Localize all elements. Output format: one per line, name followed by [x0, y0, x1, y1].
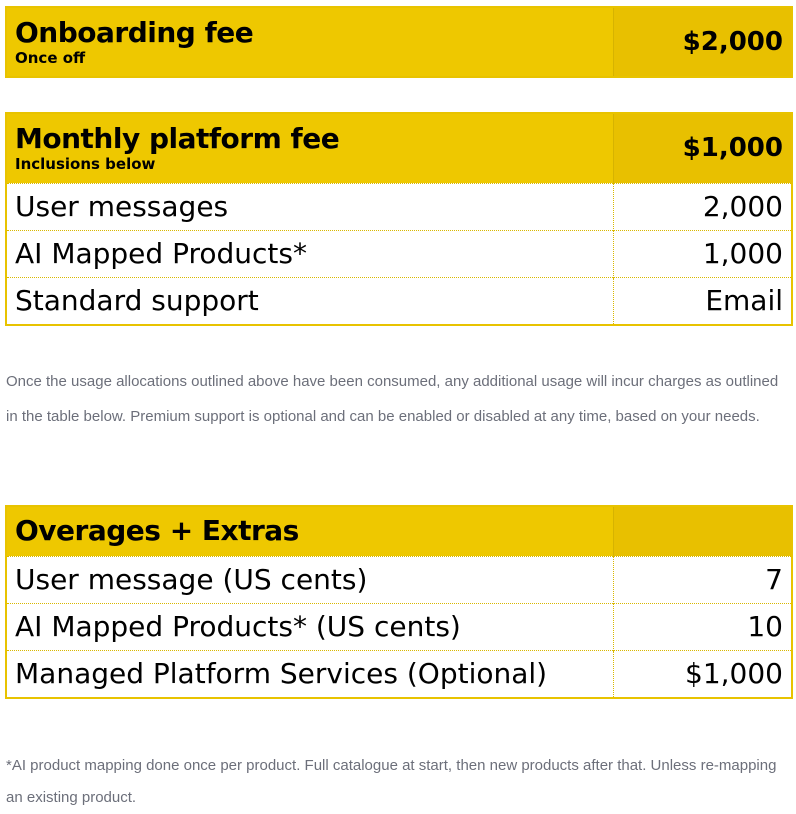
row-label: User message (US cents) [6, 556, 613, 603]
table-row [6, 277, 792, 325]
table-row [6, 183, 792, 230]
row-label: AI Mapped Products* [6, 230, 613, 277]
table-row [6, 650, 792, 698]
overages-header-row [6, 506, 792, 556]
row-label: User messages [6, 183, 613, 230]
row-value: 10 [613, 603, 792, 650]
row-label: AI Mapped Products* (US cents) [6, 603, 613, 650]
row-label: Standard support [6, 277, 613, 325]
monthly-price: $1,000 [682, 133, 783, 164]
monthly-title: Monthly platform fee [15, 122, 340, 156]
footnote: *AI product mapping done once per product. Full catalogue at start, then new products after that. Unless re-mapping an existing product. [6, 757, 777, 806]
overages-table [5, 505, 793, 699]
overages-label-cell [6, 506, 613, 556]
overages-title: Overages + Extras [15, 514, 299, 548]
row-value: 1,000 [613, 230, 792, 277]
overages-blank-cell [613, 506, 792, 556]
onboarding-price: $2,000 [682, 27, 783, 57]
onboarding-label-cell [6, 7, 613, 77]
onboarding-subtitle: Once off [15, 49, 86, 67]
onboarding-fee-table [5, 6, 793, 78]
table-row [6, 230, 792, 277]
monthly-fee-table [5, 112, 793, 326]
usage-note: Once the usage allocations outlined above have been consumed, any additional usage will incur charges as outlined in the table below. Premium support is optional and can be enabled or disabled at any time, based on your needs. [6, 373, 779, 425]
onboarding-header-row [6, 7, 792, 77]
row-label: Managed Platform Services (Optional) [6, 650, 613, 698]
row-value: $1,000 [613, 650, 792, 698]
row-value: 2,000 [613, 183, 792, 230]
onboarding-title: Onboarding fee [15, 16, 254, 49]
monthly-price-cell [613, 113, 792, 183]
table-row [6, 556, 792, 603]
monthly-header-row [6, 113, 792, 183]
row-value: Email [613, 277, 792, 325]
row-value: 7 [613, 556, 792, 603]
monthly-label-cell [6, 113, 613, 183]
monthly-subtitle: Inclusions below [15, 155, 156, 174]
table-row [6, 603, 792, 650]
onboarding-price-cell [613, 7, 792, 77]
